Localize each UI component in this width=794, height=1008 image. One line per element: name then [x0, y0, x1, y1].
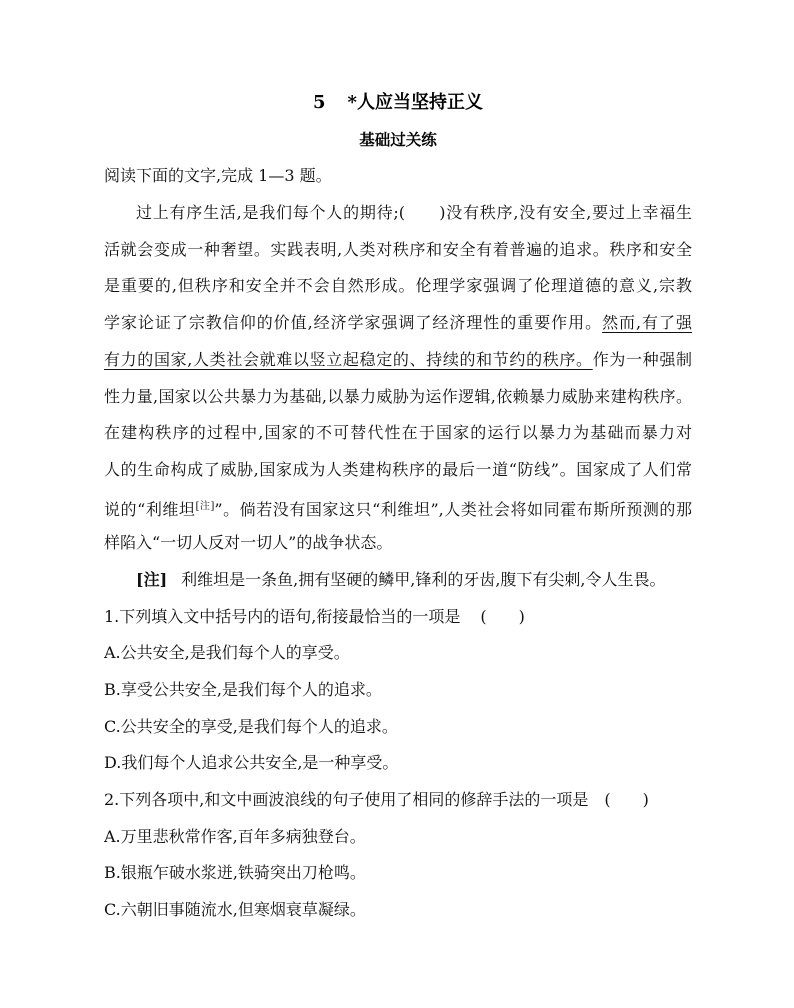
question-2: [104, 782, 692, 929]
section-title: 基础过关练: [359, 129, 437, 149]
question-1: [104, 599, 692, 782]
passage-line: 在建构秩序的过程中,国家的不可替代性在于国家的运行以暴力为基础而暴力对: [104, 423, 692, 443]
option-c: C.六朝旧事随流水,但寒烟衰草凝绿。: [104, 900, 366, 920]
footnote-label: [注]: [136, 569, 168, 589]
passage-line: [104, 342, 692, 379]
option-a: A.公共安全,是我们每个人的享受。: [104, 643, 350, 663]
lesson-title: *人应当坚持正义: [347, 92, 483, 113]
answer-blank: ( ): [604, 790, 649, 810]
reading-passage: [104, 195, 692, 562]
reading-instruction: 阅读下面的文字,完成 1—3 题。: [104, 166, 332, 186]
document-page: [104, 85, 692, 929]
option-d: D.我们每个人追求公共安全,是一种享受。: [104, 753, 399, 773]
question-stem-text: 2.下列各项中,和文中画波浪线的句子使用了相同的修辞手法的一项是: [104, 790, 589, 810]
option-a: A.万里悲秋常作客,百年多病独登台。: [104, 826, 366, 846]
question-stem: [104, 599, 692, 636]
option-b: B.银瓶乍破水浆迸,铁骑突出刀枪鸣。: [104, 863, 366, 883]
footnote: [104, 562, 692, 599]
underlined-sentence-part: 有力的国家,人类社会就难以竖立起稳定的、持续的和节约的秩序。: [104, 349, 593, 369]
question-stem: [104, 782, 692, 819]
passage-line: 是重要的,但秩序和安全并不会自然形成。伦理学家强调了伦理道德的意义,宗教: [104, 276, 692, 296]
passage-text: 说的“利维坦: [104, 499, 196, 519]
passage-line: 过上有序生活,是我们每个人的期待;( )没有秩序,没有安全,要过上幸福生: [136, 203, 692, 223]
passage-text: 学家论证了宗教信仰的价值,经济学家强调了经济理性的重要作用。: [104, 313, 603, 333]
passage-line: 活就会变成一种奢望。实践表明,人类对秩序和安全有着普遍的追求。秩序和安全: [104, 239, 692, 259]
passage-text: 作为一种强制: [592, 349, 692, 369]
passage-text: ”。倘若没有国家这只“利维坦”,人类社会将如同霍布斯所预测的那: [214, 499, 692, 519]
footnote-marker: [注]: [195, 500, 215, 512]
option-c: C.公共安全的享受,是我们每个人的追求。: [104, 716, 398, 736]
passage-line: 样陷入“一切人反对一切人”的战争状态。: [104, 533, 393, 553]
footnote-text: 利维坦是一条鱼,拥有坚硬的鳞甲,锋利的牙齿,腹下有尖刺,令人生畏。: [181, 569, 666, 589]
answer-blank: ( ): [480, 606, 525, 626]
question-stem-text: 1.下列填入文中括号内的语句,衔接最恰当的一项是: [104, 606, 461, 626]
underlined-sentence-part: 然而,有了强: [602, 313, 692, 333]
passage-line: [104, 305, 692, 342]
passage-line: 性力量,国家以公共暴力为基础,以暴力威胁为运作逻辑,依赖暴力威胁来建构秩序。: [104, 386, 692, 406]
lesson-heading: [104, 85, 692, 122]
option-b: B.享受公共安全,是我们每个人的追求。: [104, 680, 382, 699]
passage-line: [104, 489, 692, 526]
passage-line: 人的生命构成了威胁,国家成为人类建构秩序的最后一道“防线”。国家成了人们常: [104, 459, 692, 479]
lesson-number: 5: [313, 92, 326, 113]
